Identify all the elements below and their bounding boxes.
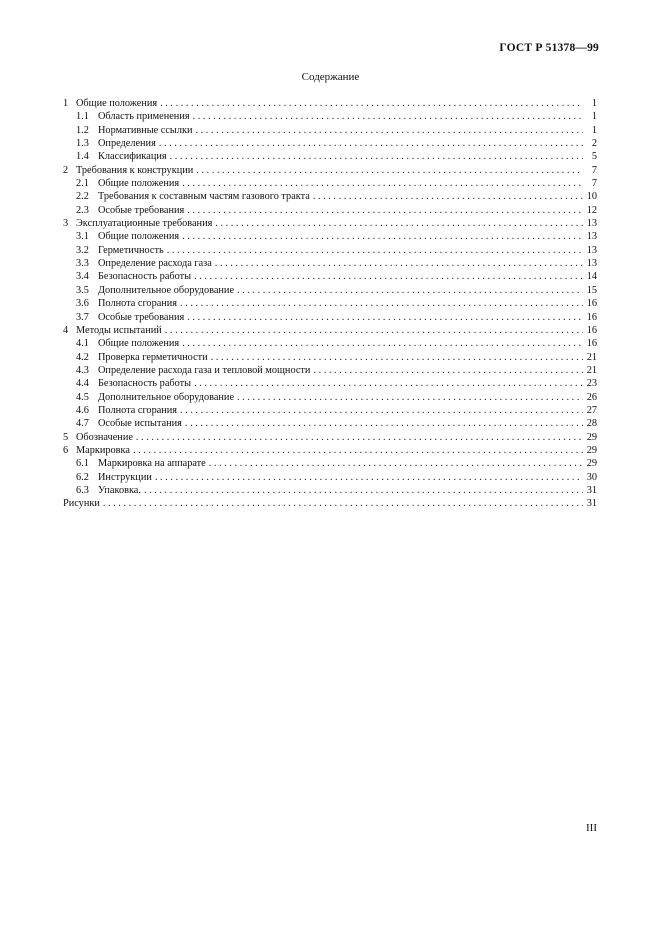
toc-entry[interactable] (63, 297, 597, 310)
toc-entry[interactable] (63, 337, 597, 350)
toc-entry-title: Полнота сгорания (98, 404, 178, 416)
toc-entry-number: 6.2 (76, 471, 89, 483)
toc-entry[interactable] (63, 177, 597, 190)
toc-entry-page: 2 (591, 138, 597, 150)
toc-entry[interactable] (63, 431, 597, 444)
toc-entry[interactable] (63, 97, 597, 110)
toc-entry-title: Инструкции (98, 471, 152, 483)
toc-entry-number: 2.3 (76, 204, 89, 216)
toc-entry-page: 1 (591, 124, 597, 136)
dot-leader (165, 324, 583, 337)
dot-leader (209, 457, 583, 470)
toc-entry-title: Определения (98, 138, 156, 150)
toc-entry-page: 13 (586, 244, 597, 256)
toc-entry-title: Общие положения (98, 338, 180, 350)
dot-leader (159, 137, 583, 150)
dot-leader (215, 217, 583, 230)
toc-entry-number: 1.2 (76, 124, 89, 136)
toc-entry-number: 3.7 (76, 311, 89, 323)
toc-entry-number: 3.6 (76, 298, 89, 310)
dot-leader (195, 124, 583, 137)
toc-entry-page: 10 (586, 191, 597, 203)
toc-entry[interactable] (63, 497, 597, 510)
toc-entry[interactable] (63, 110, 597, 123)
toc-entry[interactable] (63, 484, 597, 497)
dot-leader (185, 417, 583, 430)
toc-entry-page: 28 (586, 418, 597, 430)
toc-entry[interactable] (63, 364, 597, 377)
toc-entry-title: Полнота сгорания (98, 298, 178, 310)
toc-entry-page: 7 (591, 178, 597, 190)
toc-entry-page: 13 (586, 231, 597, 243)
toc-entry-number: 3.3 (76, 258, 89, 270)
toc-entry-title: Нормативные ссылки (98, 124, 193, 136)
toc-entry-page: 16 (586, 338, 597, 350)
toc-entry-page: 31 (586, 498, 597, 510)
toc-entry[interactable] (63, 270, 597, 283)
toc-entry-number: 3.4 (76, 271, 89, 283)
toc-entry-page: 21 (586, 351, 597, 363)
dot-leader (103, 497, 583, 510)
toc-title: Содержание (301, 71, 360, 83)
toc-entry-title: Обозначение (76, 431, 133, 443)
toc-entry[interactable] (63, 190, 597, 203)
toc-entry-number: 1 (63, 98, 69, 109)
toc-entry-title: Требования к конструкции (76, 164, 194, 176)
toc-entry-number: 3.1 (76, 231, 89, 243)
toc-entry-page: 29 (586, 458, 597, 470)
toc-entry-page: 14 (586, 271, 597, 283)
toc-entry[interactable] (63, 244, 597, 257)
dot-leader (313, 364, 583, 377)
toc-entry-page: 1 (591, 111, 597, 123)
toc-entry-page: 16 (586, 324, 597, 336)
toc-entry[interactable] (63, 137, 597, 150)
toc-entry-page: 12 (586, 204, 597, 216)
table-of-contents (63, 97, 597, 511)
toc-entry-title: Упаковка. (98, 484, 141, 496)
dot-leader (180, 297, 583, 310)
dot-leader (187, 204, 583, 217)
dot-leader (170, 150, 583, 163)
toc-entry-number: 4.4 (76, 378, 89, 390)
toc-entry-page: 31 (586, 484, 597, 496)
toc-entry-title: Общие положения (98, 178, 180, 190)
toc-entry-number: 1.1 (76, 111, 89, 123)
toc-entry[interactable] (63, 150, 597, 163)
dot-leader (136, 431, 583, 444)
toc-entry-page: 29 (586, 444, 597, 456)
toc-entry[interactable] (63, 471, 597, 484)
toc-entry-page: 15 (586, 284, 597, 296)
toc-entry-number: 1.4 (76, 151, 89, 163)
toc-entry-title: Проверка герметичности (98, 351, 208, 363)
toc-entry[interactable] (63, 284, 597, 297)
dot-leader (194, 270, 583, 283)
toc-entry-title: Особые требования (98, 204, 185, 216)
toc-entry[interactable] (63, 124, 597, 137)
toc-entry-title: Герметичность (98, 244, 164, 256)
toc-entry-page: 27 (586, 404, 597, 416)
dot-leader (133, 444, 583, 457)
toc-entry-page: 16 (586, 298, 597, 310)
toc-entry-title: Общие положения (98, 231, 180, 243)
dot-leader (196, 164, 583, 177)
toc-entry-number: 2.2 (76, 191, 89, 203)
dot-leader (182, 230, 583, 243)
dot-leader (237, 284, 583, 297)
toc-entry[interactable] (63, 377, 597, 390)
toc-entry-number: 4.7 (76, 418, 89, 430)
toc-entry-title: Методы испытаний (76, 324, 162, 336)
toc-entry-page: 1 (591, 98, 597, 109)
toc-entry-number: 3.5 (76, 284, 89, 296)
toc-entry-number: 4 (63, 324, 69, 336)
toc-entry-number: 4.5 (76, 391, 89, 403)
toc-entry[interactable] (63, 457, 597, 470)
dot-leader (194, 377, 583, 390)
toc-entry[interactable] (63, 311, 597, 324)
toc-entry[interactable] (63, 217, 597, 230)
toc-entry-page: 13 (586, 258, 597, 270)
toc-entry-page: 23 (586, 378, 597, 390)
dot-leader (187, 311, 583, 324)
toc-entry[interactable] (63, 204, 597, 217)
dot-leader (180, 404, 583, 417)
toc-entry[interactable] (63, 230, 597, 243)
toc-entry-number: 3.2 (76, 244, 89, 256)
toc-entry[interactable] (63, 404, 597, 417)
toc-entry-page: 26 (586, 391, 597, 403)
dot-leader (182, 177, 583, 190)
toc-entry-title: Область применения (98, 111, 190, 123)
toc-entry-page: 5 (591, 151, 597, 163)
toc-entry[interactable] (63, 351, 597, 364)
dot-leader (167, 244, 583, 257)
toc-entry-number: 2.1 (76, 178, 89, 190)
page-number: III (586, 822, 597, 834)
toc-entry-number: 2 (63, 164, 69, 176)
toc-entry-title: Определение расхода газа (98, 258, 212, 270)
toc-entry-page: 16 (586, 311, 597, 323)
toc-entry[interactable] (63, 444, 597, 457)
toc-entry-title: Классификация (98, 151, 167, 163)
dot-leader (193, 110, 583, 123)
toc-entry-number: 4.3 (76, 364, 89, 376)
toc-entry[interactable] (63, 257, 597, 270)
toc-entry-title: Эксплуатационные требования (76, 218, 213, 230)
toc-entry-page: 29 (586, 431, 597, 443)
toc-entry-title: Особые испытания (98, 418, 182, 430)
toc-entry-number: 6.1 (76, 458, 89, 470)
toc-entry-page: 7 (591, 164, 597, 176)
dot-leader (160, 97, 583, 110)
toc-entry-page: 30 (586, 471, 597, 483)
toc-entry-title: Маркировка на аппарате (98, 458, 206, 470)
toc-entry-title: Безопасность работы (98, 378, 192, 390)
toc-entry[interactable] (63, 417, 597, 430)
toc-entry-page: 21 (586, 364, 597, 376)
toc-entry-title: Особые требования (98, 311, 185, 323)
toc-entry-number: 4.1 (76, 338, 89, 350)
toc-entry-title: Дополнительное оборудование (98, 391, 235, 403)
toc-entry[interactable] (63, 324, 597, 337)
toc-entry-number: 4.6 (76, 404, 89, 416)
toc-entry-title: Общие положения (76, 98, 158, 109)
dot-leader (313, 190, 583, 203)
dot-leader (182, 337, 583, 350)
document-id: ГОСТ Р 51378—99 (499, 42, 599, 54)
toc-entry[interactable] (63, 391, 597, 404)
toc-entry-number: 6.3 (76, 484, 89, 496)
dot-leader (237, 391, 583, 404)
dot-leader (211, 351, 583, 364)
toc-entry-number: 5 (63, 431, 69, 443)
toc-entry-title: Определение расхода газа и тепловой мощности (98, 364, 311, 376)
dot-leader (144, 484, 583, 497)
toc-entry-title: Безопасность работы (98, 271, 192, 283)
toc-entry-title: Рисунки (63, 498, 100, 510)
toc-entry[interactable] (63, 164, 597, 177)
toc-entry-number: 6 (63, 444, 69, 456)
toc-entry-title: Дополнительное оборудование (98, 284, 235, 296)
toc-entry-number: 3 (63, 218, 69, 230)
dot-leader (155, 471, 583, 484)
toc-entry-number: 1.3 (76, 138, 89, 150)
toc-entry-title: Требования к составным частям газового тракта (98, 191, 310, 203)
toc-entry-page: 13 (586, 218, 597, 230)
toc-entry-title: Маркировка (76, 444, 130, 456)
dot-leader (215, 257, 583, 270)
toc-entry-number: 4.2 (76, 351, 89, 363)
